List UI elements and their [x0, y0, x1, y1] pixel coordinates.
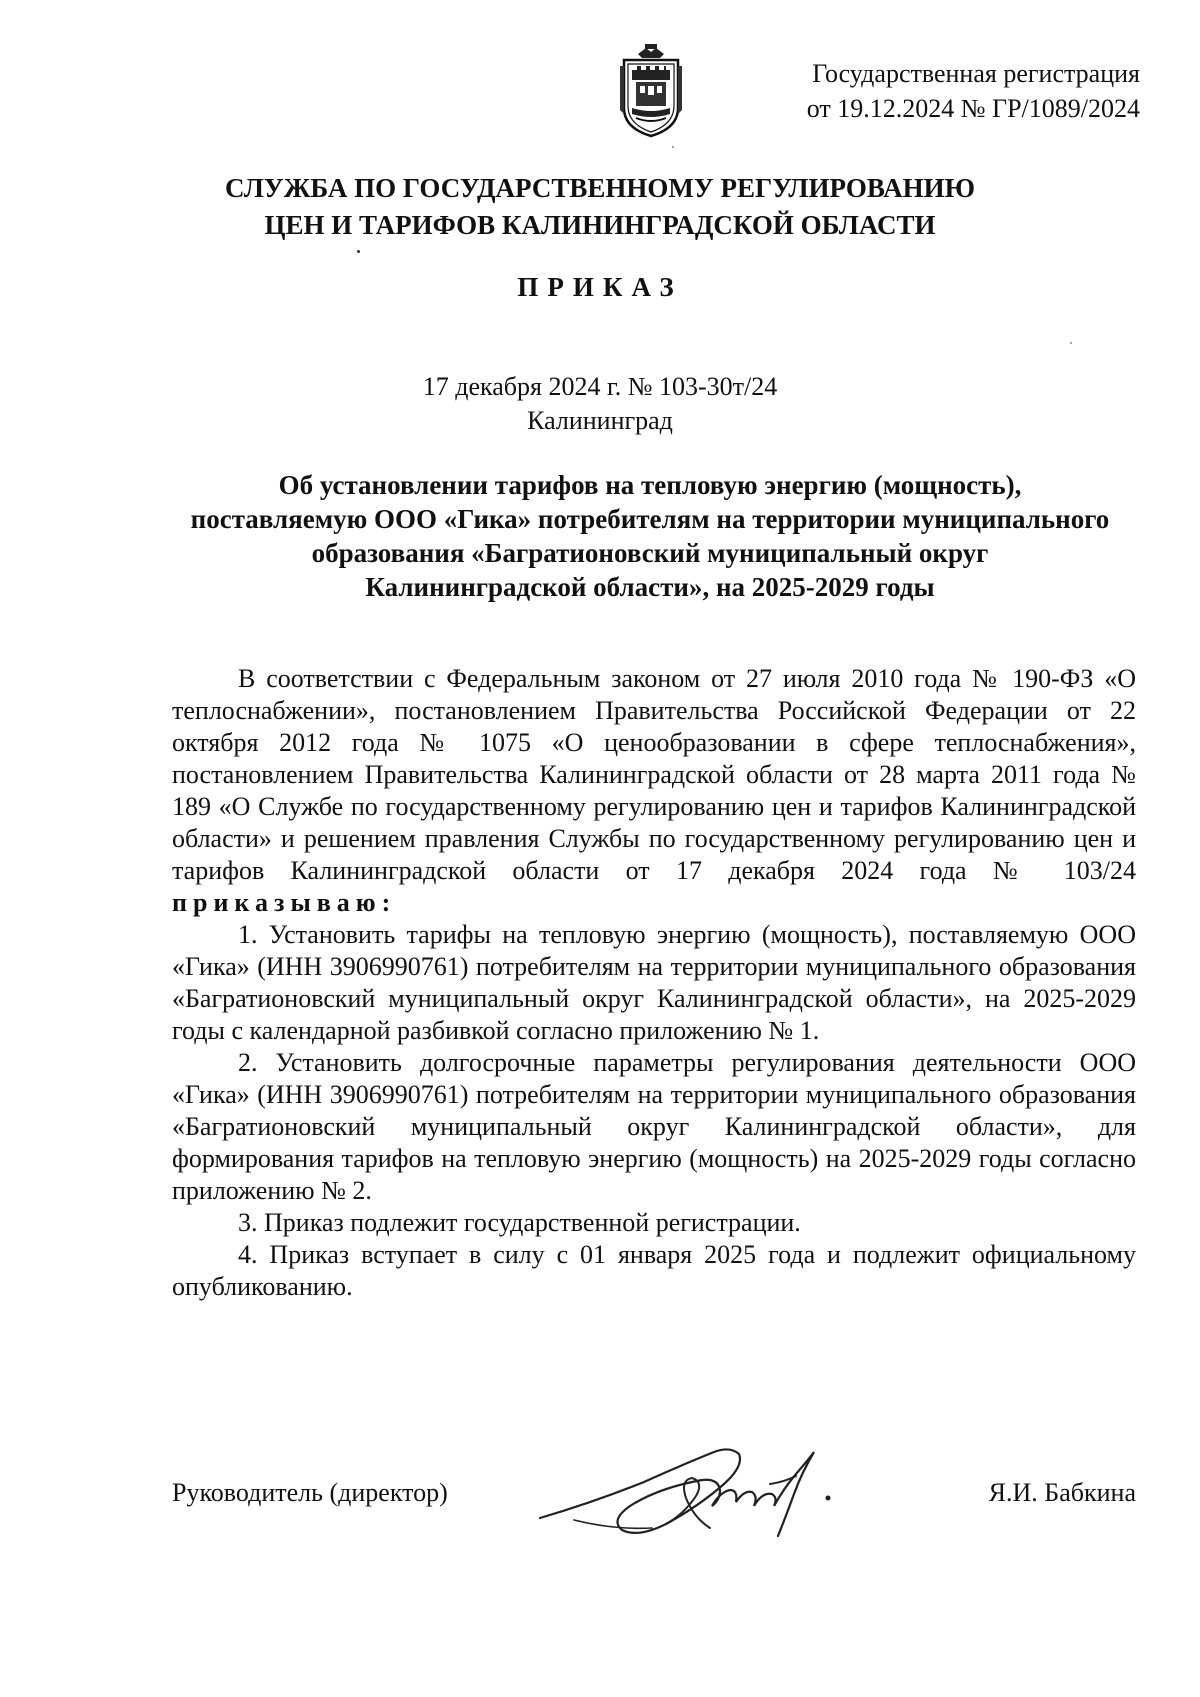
preamble-paragraph	[172, 663, 1136, 919]
registration-line-1: Государственная регистрация	[812, 59, 1140, 88]
issue-date-number: 17 декабря 2024 г. № 103-30т/24	[422, 372, 778, 401]
organization-name	[0, 170, 1200, 244]
order-item: 3. Приказ подлежит государственной регистрации.	[238, 1208, 801, 1237]
order-body	[172, 663, 1136, 1303]
issue-details	[0, 370, 1200, 438]
handwritten-signature	[534, 1432, 854, 1547]
scan-speck	[1070, 342, 1072, 344]
preamble-text: В соответствии с Федеральным законом от 27 июля 2010 года № 190-ФЗ «О теплоснабжении», постановлением Правительства Российской Федерации от 22 октября 2012 года № 1075 «О ценообразовании в сфере теплоснабжения», постановлением Правительства Калининградской области от 28 марта 2011 года № 189 «О Службе по государственному регулированию цен и тарифов Калининградской области» и решением правления Службы по государственному регулированию цен и тарифов Калининградской области от 17 декабря 2024 года № 103/24	[172, 664, 1136, 885]
organization-line-1: СЛУЖБА ПО ГОСУДАРСТВЕННОМУ РЕГУЛИРОВАНИЮ	[224, 173, 976, 203]
order-item: 1. Установить тарифы на тепловую энергию (мощность), поставляемую ООО «Гика» (ИНН 3906990761) потребителям на территории муниципального образования «Багратионовский муниципальный округ Калининградской области», на 2025-2029 годы с календарной разбивкой согласно приложению № 1.	[172, 920, 1136, 1045]
subject-line-3: образования «Багратионовский муниципальный округ	[311, 538, 989, 568]
registration-stamp	[807, 56, 1140, 126]
order-item: 2. Установить долгосрочные параметры регулирования деятельности ООО «Гика» (ИНН 3906990761) потребителям на территории муниципального образования «Багратионовский муниципальный округ Калининградской области», для формирования тарифов на тепловую энергию (мощность) на 2025-2029 годы согласно приложению № 2.	[172, 1048, 1136, 1205]
subject-line-1: Об установлении тарифов на тепловую энергию (мощность),	[278, 470, 1022, 500]
scan-speck	[672, 146, 674, 148]
scan-dot	[357, 250, 360, 253]
subject-line-2: поставляемую ООО «Гика» потребителям на территории муниципального	[190, 504, 1110, 534]
subject-line-4: Калининградской области», на 2025-2029 годы	[365, 572, 935, 602]
signatory-position: Руководитель (директор)	[172, 1478, 448, 1507]
order-item: 4. Приказ вступает в силу с 01 января 2025 года и подлежит официальному опубликованию.	[172, 1240, 1136, 1301]
organization-line-2: ЦЕН И ТАРИФОВ КАЛИНИНГРАДСКОЙ ОБЛАСТИ	[264, 210, 936, 240]
command-word: приказываю:	[172, 888, 397, 917]
issue-city: Калининград	[527, 406, 673, 435]
document-type-title: ПРИКАЗ	[517, 272, 683, 302]
order-subject	[170, 468, 1130, 604]
registration-line-2: от 19.12.2024 № ГР/1089/2024	[806, 94, 1140, 123]
signatory-name: Я.И. Бабкина	[988, 1478, 1136, 1507]
coat-of-arms-emblem	[618, 44, 684, 138]
signature-block	[172, 1450, 1136, 1560]
